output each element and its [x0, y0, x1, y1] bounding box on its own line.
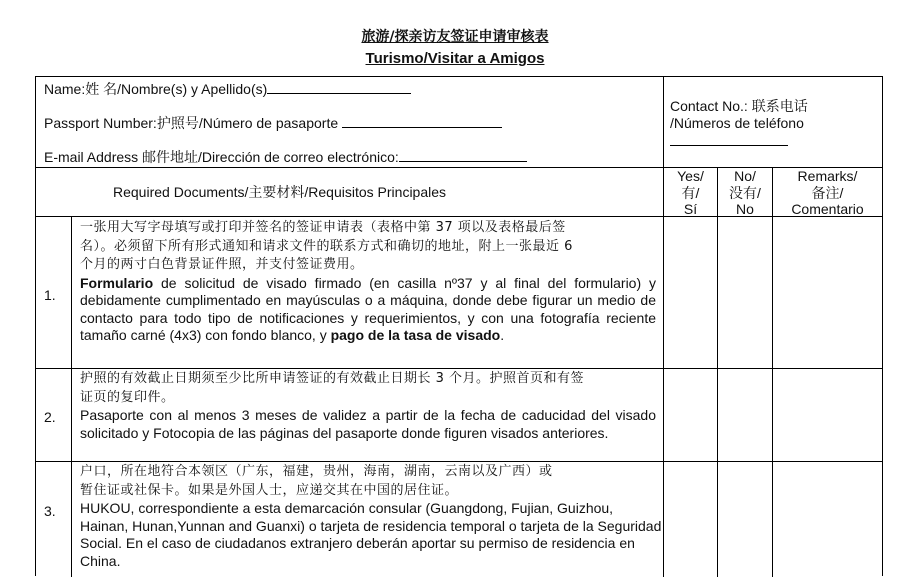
requirement-1-es-text: de solicitud de visado firmado (en casilla nº37 y al final del formulario) y debidamente cumplimentado en mayúsculas o a máquina, donde debe figurar un medio de contacto para todo tipo de notificaciones y requerimientos, y con una fotografía reciente tamaño carné (4x3) con fondo blanco, y [80, 274, 656, 343]
email-field[interactable] [44, 149, 527, 166]
requirement-3-zh-line-1: 户口，所在地符合本领区（广东，福建，贵州，海南，湖南，云南以及广西）或 [80, 464, 553, 479]
requirement-1-zh-line-1: 一张用大写字母填写或打印并签名的签证申请表（表格中第 37 项以及表格最后签 [80, 220, 566, 235]
requirement-3-zh-line-2: 暂住证或社保卡。如果是外国人士，应递交其在中国的居住证。 [80, 482, 459, 498]
no-header-en: No/ [734, 168, 756, 184]
no-column-header [718, 168, 772, 218]
requirement-1-es-bold-2: pago de la tasa de visado [330, 327, 501, 343]
requirement-2-es: Pasaporte con al menos 3 meses de validez a partir de la fecha de caducidad del visado solicitado y Fotocopia de las páginas del pasaporte donde figuren visados anteriores. [80, 407, 656, 441]
yes-header-en: Yes/ [677, 168, 704, 184]
no-header-es: No [736, 201, 754, 217]
passport-input-line[interactable] [342, 115, 502, 128]
name-label: Name:姓 名/Nombre(s) y Apellido(s) [44, 81, 268, 97]
remarks-header-es: Comentario [791, 201, 864, 217]
name-field[interactable] [44, 81, 411, 98]
requirement-3-es: HUKOU, correspondiente a esta demarcación consular (Guangdong, Fujian, Guizhou, Hainan, Hunan,Yunnan and Guanxi) o tarjeta de residencia temporal o tarjeta de la Seguridad Social. En el caso de ciudadanos extranjero deberán aportar su permiso de residencia en China. [80, 500, 662, 569]
remarks-header-en: Remarks/ [797, 168, 858, 184]
yes-header-es: Sí [683, 201, 698, 217]
row-divider-2 [36, 368, 882, 369]
requirement-1-zh-line-3: 个月的两寸白色背景证件照，并支付签证费用。 [80, 257, 364, 272]
column-divider-contact [663, 77, 664, 577]
no-header-zh: 没有/ [729, 184, 761, 201]
requirement-row-3 [80, 463, 662, 570]
passport-field[interactable] [44, 115, 502, 132]
requirement-2-zh-line-1: 护照的有效截止日期须至少比所申请签证的有效截止日期长 3 个月。护照首页和有签 [80, 371, 585, 386]
requirement-row-2 [80, 370, 656, 442]
remarks-column-header [773, 168, 882, 218]
requirement-2-zh-line-2: 证页的复印件。 [80, 389, 175, 405]
column-divider-number [71, 216, 72, 577]
name-input-line[interactable] [267, 81, 411, 94]
remarks-header-zh: 备注/ [811, 184, 844, 201]
requirement-1-es-bold-1: Formulario [80, 274, 154, 291]
email-input-line[interactable] [399, 149, 527, 162]
yes-header-zh: 有/ [681, 184, 700, 201]
requirement-1-es [80, 275, 656, 345]
form-title-spanish: Turismo/Visitar a Amigos [365, 50, 545, 67]
column-divider-no [772, 167, 773, 577]
contact-label-line-2: /Números de teléfono [670, 115, 804, 131]
email-label: E-mail Address 邮件地址/Dirección de correo electrónico: [44, 149, 399, 165]
column-divider-yes [717, 167, 718, 577]
row-divider-3 [36, 461, 882, 462]
contact-label-line-1: Contact No.: 联系电话 [670, 98, 808, 114]
row-number: 3. [44, 503, 56, 519]
requirement-row-1 [80, 219, 656, 345]
passport-label: Passport Number:护照号/Número de pasaporte [44, 115, 339, 131]
row-number: 1. [44, 287, 56, 303]
required-documents-header: Required Documents/主要材料/Requisitos Principales [113, 184, 447, 200]
application-form-table [35, 76, 883, 576]
yes-column-header [664, 168, 717, 218]
contact-input-line[interactable] [670, 133, 788, 146]
requirement-1-es-end: . [500, 327, 505, 343]
requirement-1-zh-line-2: 名）。必须留下所有形式通知和请求文件的联系方式和确切的地址，附上一张最近 6 [80, 238, 573, 254]
contact-field[interactable] [670, 133, 788, 150]
form-title-chinese: 旅游/探亲访友签证申请审核表 [361, 29, 549, 45]
row-number: 2. [44, 409, 56, 425]
